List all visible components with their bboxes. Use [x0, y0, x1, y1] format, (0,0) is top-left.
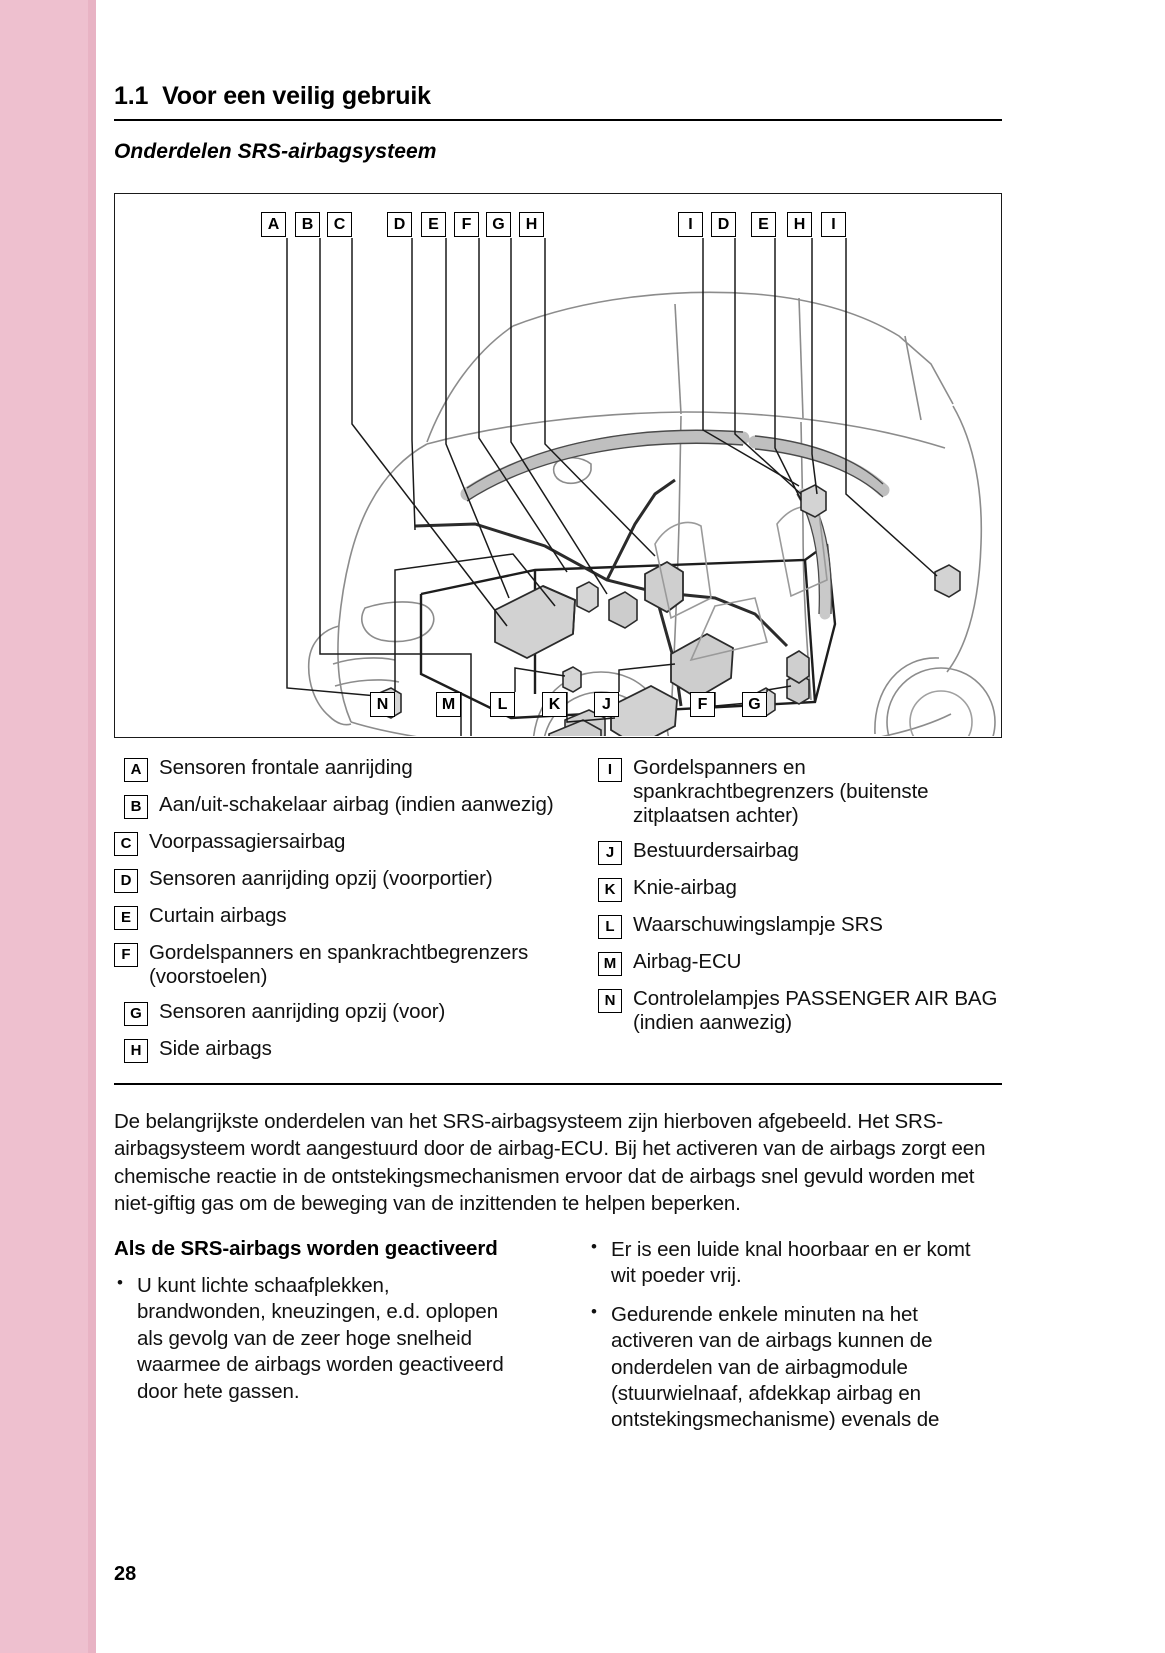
figure-tag-n-bottom: N [370, 692, 395, 717]
legend-key-l: L [598, 915, 622, 939]
legend-key-g: G [124, 1002, 148, 1026]
legend-column-left [114, 756, 558, 1074]
figure-tag-g-top: G [486, 212, 511, 237]
legend-label-d: Sensoren aanrijding opzij (voorportier) [149, 867, 493, 890]
figure-tag-a-top: A [261, 212, 286, 237]
legend-item-i [598, 756, 1002, 828]
page-number: 28 [114, 1563, 137, 1585]
legend-item-j [598, 839, 1002, 865]
figure-tag-l-bottom: L [490, 692, 515, 717]
figure-tag-c-top: C [327, 212, 352, 237]
legend-divider [114, 1083, 1002, 1085]
legend-label-g: Sensoren aanrijding opzij (voor) [159, 999, 446, 1023]
figure-tag-k-bottom: K [542, 692, 567, 717]
figure-tag-g-bottom: G [742, 692, 767, 717]
legend-item-f [114, 941, 558, 989]
section-title: Onderdelen SRS-airbagsysteem [114, 140, 437, 163]
legend-item-a [124, 756, 558, 782]
legend-key-i: I [598, 758, 622, 782]
legend-key-k: K [598, 878, 622, 902]
legend-key-c: C [114, 832, 138, 856]
figure-tag-i-top: I [678, 212, 703, 237]
legend-item-d [114, 867, 558, 893]
legend-label-f: Gordelspanners en spankrachtbegrenzers (voorstoelen) [149, 941, 529, 988]
legend-label-n: Controlelampjes PASSENGER AIR BAG (indien aanwezig) [633, 986, 998, 1034]
activation-section [114, 1237, 1002, 1446]
legend-key-m: M [598, 952, 622, 976]
figure-tag-j-bottom: J [594, 692, 619, 717]
figure-tag-i2-top: I [821, 212, 846, 237]
figure-tag-b-top: B [295, 212, 320, 237]
list-item: • Er is een luide knal hoorbaar en er komt wit poeder vrij. [588, 1237, 988, 1290]
page-edge-inner-stripe [88, 0, 96, 1653]
legend-key-j: J [598, 841, 622, 865]
legend-key-n: N [598, 989, 622, 1013]
legend-label-b: Aan/uit-schakelaar airbag (indien aanwezig) [159, 793, 554, 816]
legend-item-l [598, 913, 1002, 939]
figure-tag-f-top: F [454, 212, 479, 237]
legend-item-c [114, 830, 558, 856]
activation-bullets-left [114, 1273, 558, 1405]
legend-label-i: Gordelspanners en spankrachtbegrenzers (buitenste zitplaatsen achter) [633, 756, 929, 827]
figure-tag-e-top: E [421, 212, 446, 237]
legend-label-a: Sensoren frontale aanrijding [159, 756, 413, 779]
legend-key-d: D [114, 869, 138, 893]
legend-item-k [598, 876, 1002, 902]
chapter-number: 1.1 [114, 82, 149, 110]
figure-tag-h2-top: H [787, 212, 812, 237]
figure-tag-d2-top: D [711, 212, 736, 237]
list-item: • Gedurende enkele minuten na het activeren van de airbags kunnen de onderdelen van de airbagmodule (stuurwielnaaf, afdekkap airbag en ontstekingsmechanisme) evenals de [588, 1302, 988, 1434]
legend-key-e: E [114, 906, 138, 930]
figure-tag-h-top: H [519, 212, 544, 237]
car-cutaway-illustration [115, 194, 1000, 736]
header-divider [114, 119, 1002, 121]
legend-item-b [124, 793, 558, 819]
list-item: • U kunt lichte schaafplekken, brandwonden, kneuzingen, e.d. oplopen als gevolg van de zeer hoge snelheid waarmee de airbags worden geactiveerd door hete gassen. [114, 1273, 514, 1405]
legend-item-g [124, 1000, 558, 1026]
page-title [114, 0, 1002, 111]
srs-airbag-diagram [114, 193, 1002, 738]
legend-label-c: Voorpassagiersairbag [149, 830, 346, 853]
page-content [114, 0, 1002, 1446]
figure-tag-m-bottom: M [436, 692, 461, 717]
legend-item-e [114, 904, 558, 930]
chapter-title: Voor een veilig gebruik [162, 82, 431, 110]
legend [114, 756, 1002, 1074]
legend-label-h: Side airbags [159, 1036, 272, 1060]
legend-item-n [598, 987, 1002, 1035]
page-edge-decoration [0, 0, 96, 1653]
legend-label-l: Waarschuwingslampje SRS [633, 912, 883, 936]
legend-label-e: Curtain airbags [149, 904, 287, 927]
figure-tag-f-bottom: F [690, 692, 715, 717]
activation-column-left [114, 1237, 558, 1446]
activation-bullets-right [588, 1237, 1002, 1434]
activation-column-right [558, 1237, 1002, 1446]
legend-key-a: A [124, 758, 148, 782]
legend-item-m [598, 950, 1002, 976]
legend-key-h: H [124, 1039, 148, 1063]
figure-tag-d-top: D [387, 212, 412, 237]
legend-label-j: Bestuurdersairbag [633, 838, 799, 862]
legend-column-right [558, 756, 1002, 1074]
activation-subheading: Als de SRS-airbags worden geactiveerd [114, 1236, 498, 1260]
legend-label-k: Knie-airbag [633, 875, 737, 899]
legend-label-m: Airbag-ECU [633, 949, 742, 973]
legend-item-h [124, 1037, 558, 1063]
legend-key-f: F [114, 943, 138, 967]
legend-key-b: B [124, 795, 148, 819]
figure-tag-e2-top: E [751, 212, 776, 237]
intro-paragraph: De belangrijkste onderdelen van het SRS-airbagsysteem zijn hierboven afgebeeld. Het SRS-airbagsysteem wordt aangestuurd door de airbag-ECU. Bij het activeren van de airbags zorgt een chemische reactie in de ontstekingsmechanismen ervoor dat de airbags snel gevuld worden met niet-giftig gas om de beweging van de inzittenden te helpen beperken. [114, 1109, 986, 1216]
